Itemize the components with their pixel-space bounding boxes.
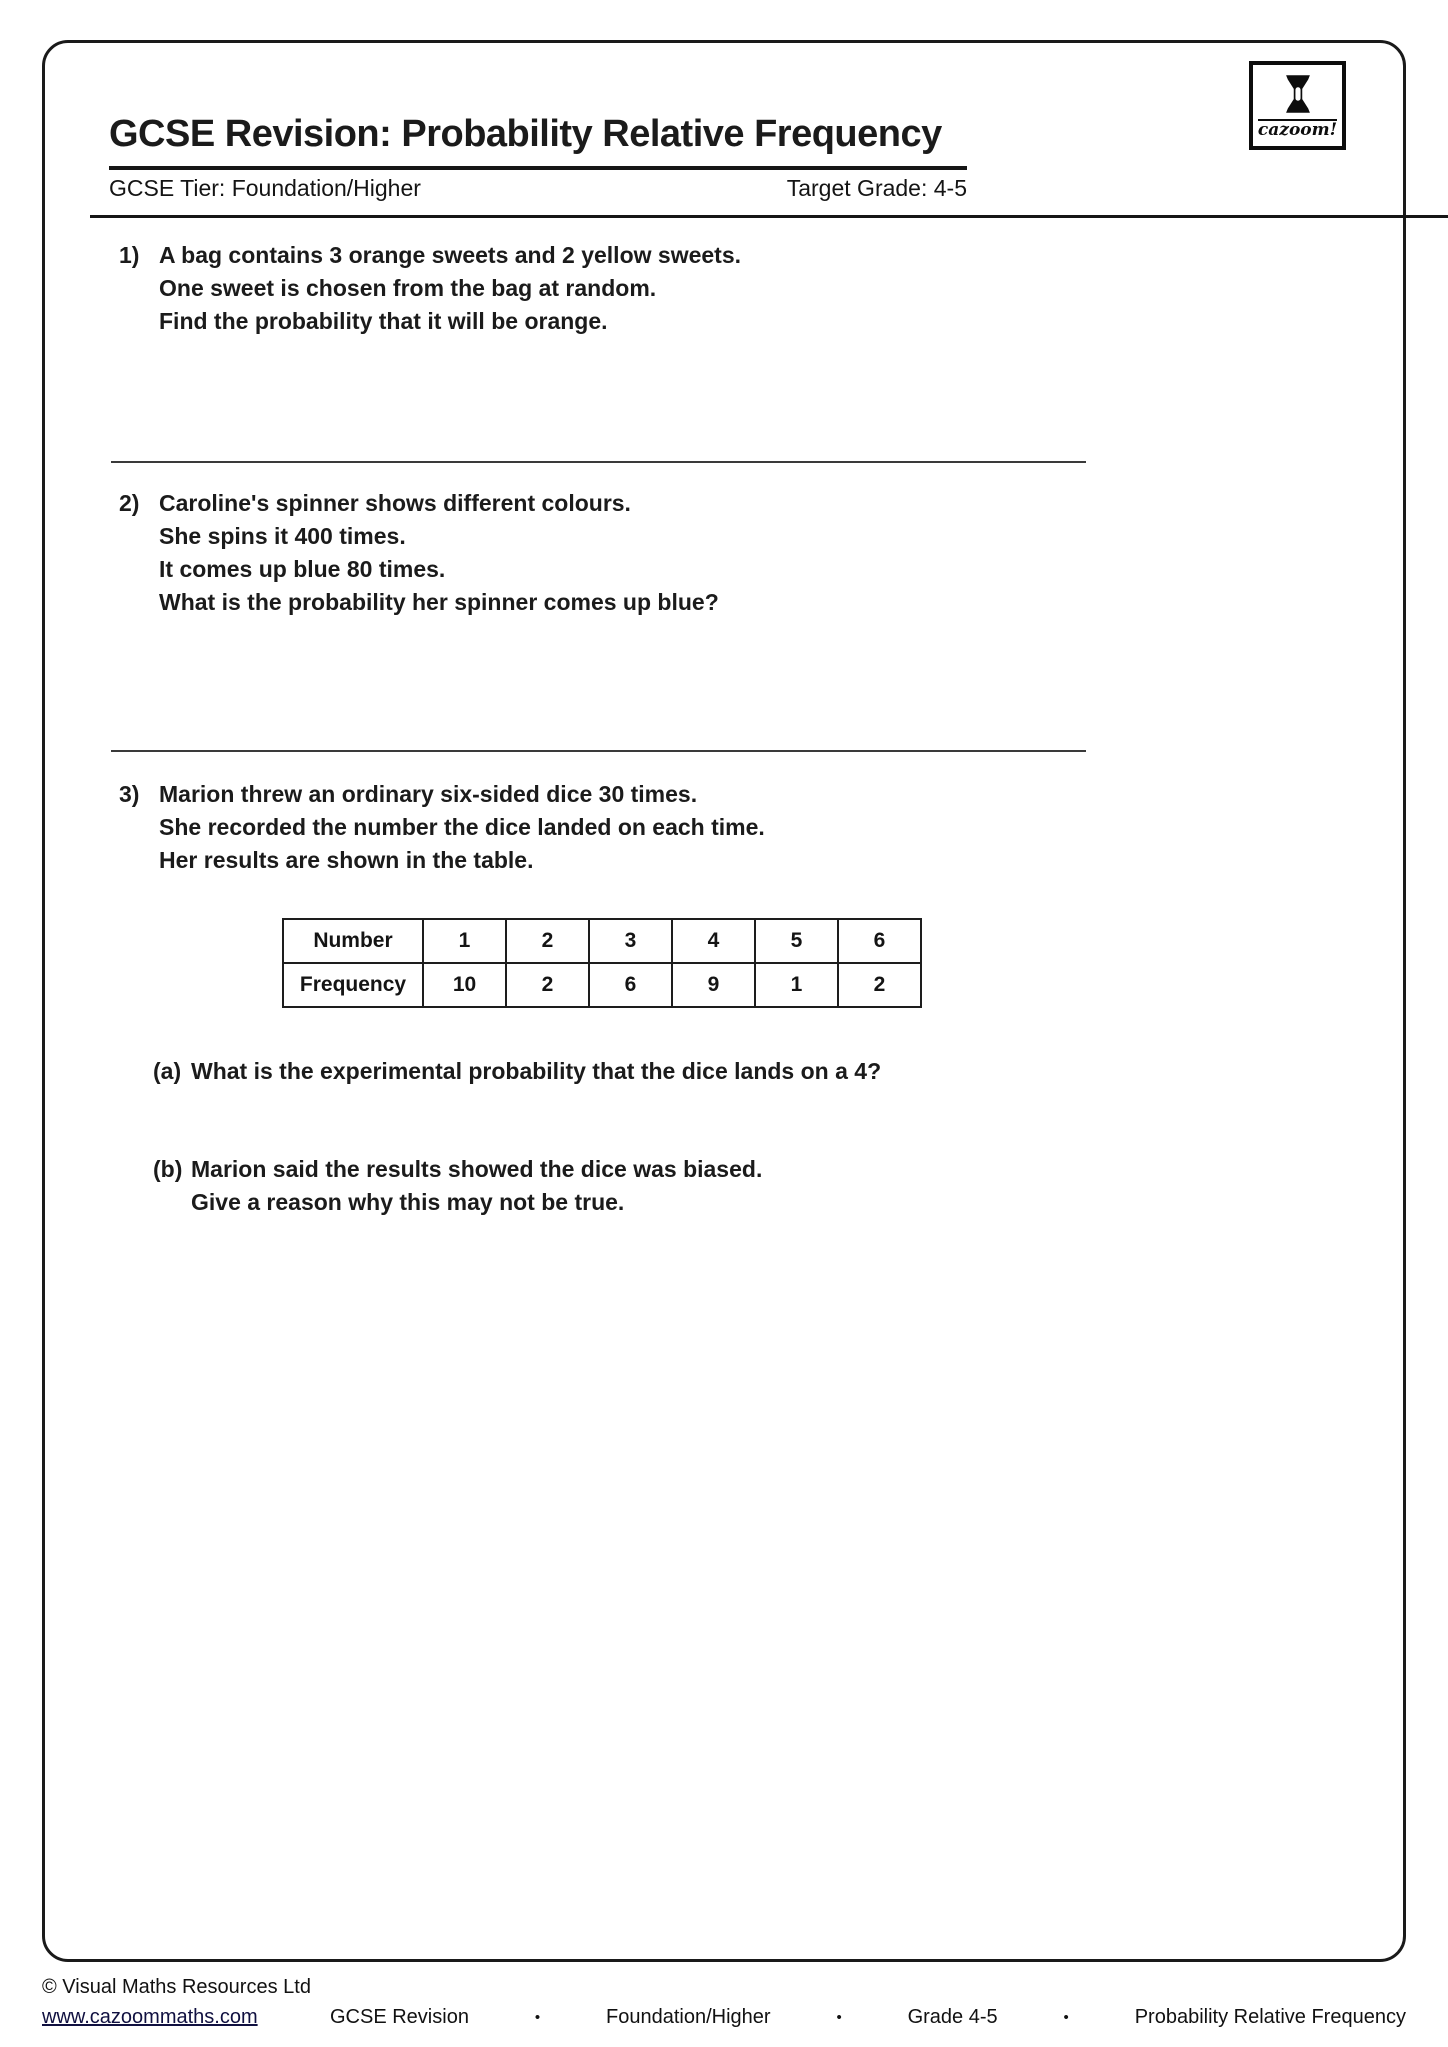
question-3-line-3: Her results are shown in the table.: [159, 847, 534, 873]
table-row-label-frequency: Frequency: [283, 963, 423, 1007]
cazoom-logo: [1249, 61, 1346, 150]
footer-meta-course: GCSE Revision: [330, 2006, 469, 2028]
question-2-line-1: Caroline's spinner shows different colours.: [159, 490, 631, 516]
page-title: GCSE Revision: Probability Relative Frequency: [109, 113, 967, 170]
copyright-text: © Visual Maths Resources Ltd: [42, 1976, 311, 1998]
question-2-line-2: She spins it 400 times.: [159, 523, 406, 549]
question-2: [119, 487, 719, 619]
bullet-separator-icon: •: [836, 2009, 842, 2026]
question-divider-1: [111, 461, 1086, 463]
question-3a-prefix: (a): [153, 1058, 182, 1084]
table-cell-frequency-5: 1: [755, 963, 838, 1007]
question-3b-line-2: Give a reason why this may not be true.: [191, 1189, 625, 1215]
bullet-separator-icon: •: [534, 2009, 541, 2026]
question-2-number: 2): [119, 490, 140, 516]
question-1-text: [159, 239, 741, 338]
table-cell-frequency-4: 9: [672, 963, 755, 1007]
question-3-number: 3): [119, 781, 140, 807]
table-cell-number-4: 4: [672, 919, 755, 963]
question-3a: [153, 1055, 881, 1088]
table-cell-frequency-3: 6: [589, 963, 672, 1007]
table-row-frequency: [283, 963, 921, 1007]
table-cell-number-6: 6: [838, 919, 921, 963]
footer-meta-tier: Foundation/Higher: [605, 2006, 771, 2028]
question-1-line-2: One sweet is chosen from the bag at random.: [159, 275, 657, 301]
footer-meta-topic: Probability Relative Frequency: [1134, 2006, 1406, 2028]
table-cell-frequency-6: 2: [838, 963, 921, 1007]
table-cell-number-3: 3: [589, 919, 672, 963]
question-2-line-4: What is the probability her spinner comes up blue?: [159, 589, 719, 615]
bullet-separator-icon: •: [1063, 2009, 1069, 2026]
question-3b: [153, 1153, 762, 1219]
tier-label: GCSE Tier: Foundation/Higher: [109, 175, 421, 201]
question-1-line-3: Find the probability that it will be orange.: [159, 308, 608, 334]
question-1-line-1: A bag contains 3 orange sweets and 2 yellow sweets.: [159, 242, 742, 268]
question-3: [119, 778, 765, 877]
question-3b-line-1: Marion said the results showed the dice was biased.: [191, 1156, 763, 1182]
target-grade-label: Target Grade: 4-5: [786, 175, 967, 201]
question-divider-2: [111, 750, 1086, 752]
table-cell-number-1: 1: [423, 919, 506, 963]
footer-meta-grade: Grade 4-5: [907, 2006, 998, 2028]
table-cell-frequency-2: 2: [506, 963, 589, 1007]
question-3b-text: [191, 1153, 762, 1219]
hourglass-logo-icon: [1281, 71, 1315, 117]
question-3b-prefix: (b): [153, 1156, 183, 1182]
header-divider: [90, 215, 1448, 218]
question-2-text: [159, 487, 719, 619]
table-row-label-number: Number: [283, 919, 423, 963]
question-3-text: [159, 778, 765, 877]
question-3a-text: What is the experimental probability that the dice lands on a 4?: [191, 1058, 882, 1084]
cazoom-logo-text: cazoom!: [1257, 120, 1338, 140]
question-2-line-3: It comes up blue 80 times.: [159, 556, 446, 582]
table-cell-number-5: 5: [755, 919, 838, 963]
website-link[interactable]: www.cazoommaths.com: [42, 2006, 258, 2028]
question-1-number: 1): [119, 242, 140, 268]
table-cell-frequency-1: 10: [423, 963, 506, 1007]
question-1: [119, 239, 741, 338]
question-3-line-2: She recorded the number the dice landed on each time.: [159, 814, 765, 840]
table-row-number: [283, 919, 921, 963]
sheet-border: [42, 40, 1406, 1962]
frequency-table: [282, 918, 922, 1008]
question-3-line-1: Marion threw an ordinary six-sided dice 30 times.: [159, 781, 698, 807]
table-cell-number-2: 2: [506, 919, 589, 963]
footer-left: [42, 1976, 311, 2029]
footer-meta: [330, 2006, 1406, 2029]
header-row: [109, 175, 967, 202]
